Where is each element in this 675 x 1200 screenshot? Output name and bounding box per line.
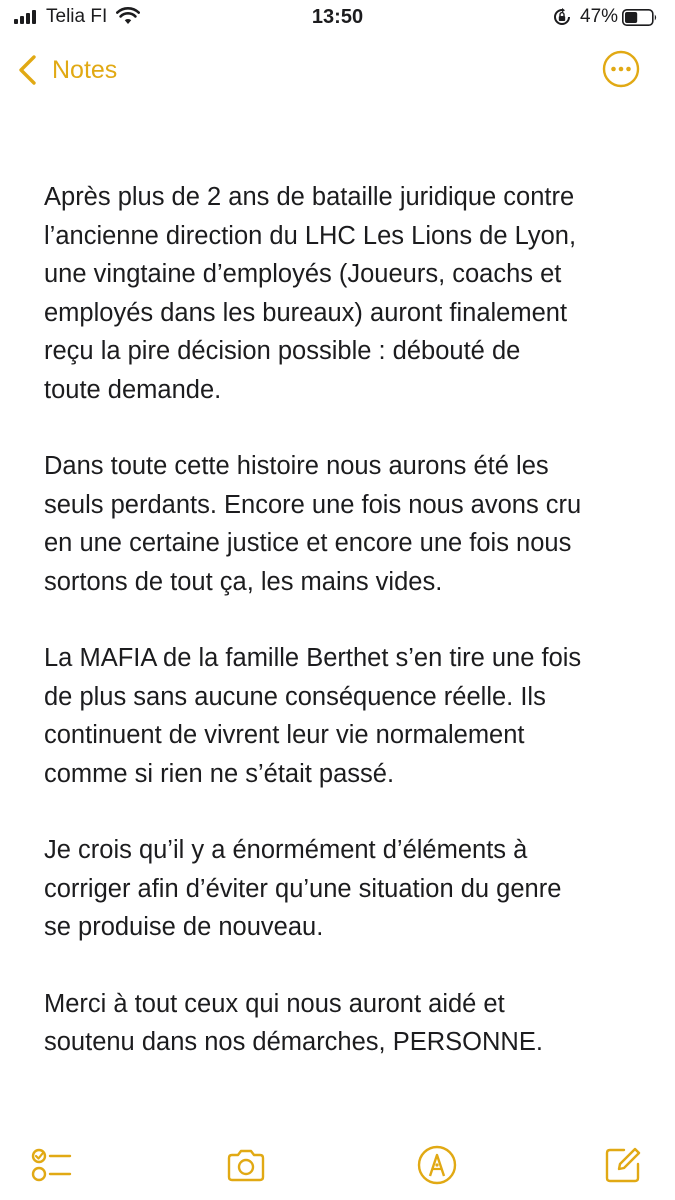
navigation-bar bbox=[0, 44, 675, 94]
note-body[interactable] bbox=[44, 178, 644, 1100]
camera-icon bbox=[225, 1144, 267, 1186]
markup-button[interactable] bbox=[416, 1144, 458, 1186]
rotation-lock-icon bbox=[553, 8, 571, 26]
compose-icon bbox=[602, 1144, 644, 1186]
markup-icon bbox=[416, 1144, 458, 1186]
note-paragraph: Après plus de 2 ans de bataille juridique contre l’ancienne direction du LHC Les Lions de Lyon, une vingtaine d’employés (Joueurs, coachs et employés dans les bureaux) auront finalement reçu la pire décision possible : débouté de toute demande. bbox=[44, 183, 577, 404]
note-paragraph: Merci à tout ceux qui nous auront aidé et soutenu dans nos démarches, PERSONNE. bbox=[44, 989, 543, 1056]
note-paragraph: Dans toute cette histoire nous aurons été les seuls perdants. Encore une fois nous avons cru en une certaine justice et encore une fois nous sortons de tout ça, les mains vides. bbox=[44, 452, 582, 596]
bottom-toolbar bbox=[0, 1140, 675, 1190]
chevron-left-icon bbox=[16, 54, 38, 86]
camera-button[interactable] bbox=[225, 1144, 267, 1186]
clock-time: 13:50 bbox=[311, 6, 364, 28]
battery-icon bbox=[622, 9, 658, 26]
compose-button[interactable] bbox=[602, 1144, 644, 1186]
status-bar bbox=[0, 0, 675, 36]
note-paragraph: Je crois qu’il y a énormément d’éléments à corriger afin d’éviter qu’une situation du genre se produise de nouveau. bbox=[44, 836, 562, 941]
more-options-icon[interactable] bbox=[602, 50, 640, 88]
checklist-icon bbox=[30, 1144, 72, 1186]
checklist-button[interactable] bbox=[30, 1144, 72, 1186]
battery-percentage: 47% bbox=[580, 6, 619, 27]
note-paragraph: La MAFIA de la famille Berthet s’en tire une fois de plus sans aucune conséquence réelle. Ils continuent de vivrent leur vie normalement comme si rien ne s’était passé. bbox=[44, 644, 582, 788]
back-label: Notes bbox=[52, 55, 118, 84]
carrier-name: Telia FI bbox=[46, 6, 108, 27]
back-to-notes-button[interactable] bbox=[16, 50, 117, 90]
